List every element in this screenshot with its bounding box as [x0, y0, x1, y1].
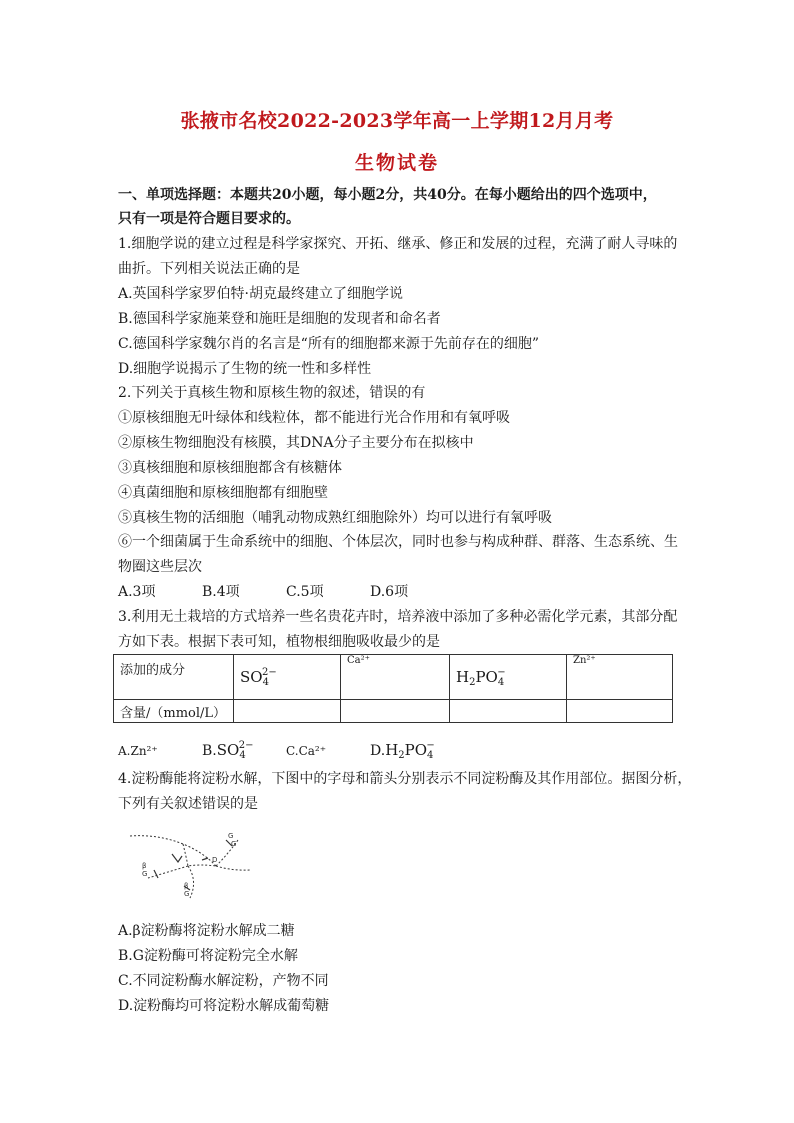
arrow-marker [172, 854, 182, 862]
arrow-marker [154, 870, 158, 878]
q3-option-c: C.Ca²⁺ [286, 744, 327, 758]
label-beta: β [142, 862, 147, 870]
section-heading-line1: 一、单项选择题：本题共20小题，每小题2分，共40分。在每小题给出的四个选项中， [118, 187, 657, 203]
q3-option-a: A.Zn²⁺ [118, 744, 158, 758]
table-cell-so4: $SO_4^{2-}$ [234, 655, 341, 700]
exam-title: 张掖市名校2022-2023学年高一上学期12月月考 [180, 110, 614, 132]
table-cell-empty [567, 700, 673, 723]
q2-option-c: C.5项 [286, 584, 324, 600]
q2-stem: 2.下列关于真核生物和原核生物的叙述，错误的有 [118, 385, 426, 401]
q1-option-b: B.德国科学家施莱登和施旺是细胞的发现者和命名者 [118, 311, 441, 327]
q2-options [118, 583, 408, 601]
q2-statement-5: ⑤真核生物的活细胞（哺乳动物成熟红细胞除外）均可以进行有氧呼吸 [118, 510, 552, 526]
label-beta: β [184, 882, 189, 890]
q2-option-d: D.6项 [370, 584, 409, 600]
q2-statement-4: ④真菌细胞和原核细胞都有细胞壁 [118, 485, 328, 501]
q3-stem-line2: 方如下表。根据下表可知，植物根细胞吸收最少的是 [118, 634, 440, 650]
q4-option-d: D.淀粉酶均可将淀粉水解成葡萄糖 [118, 998, 330, 1014]
q2-statement-6-line2: 物圈这些层次 [118, 559, 202, 575]
q1-option-d: D.细胞学说揭示了生物的统一性和多样性 [118, 361, 372, 377]
arrow-marker [202, 858, 208, 860]
q1-option-c: C.德国科学家魏尔肖的名言是“所有的细胞都来源于先前存在的细胞” [118, 336, 539, 352]
label-g: G [184, 890, 190, 898]
table-header-amount: 含量/（mmol/L） [114, 700, 234, 723]
q3-option-d: D.H2PO4− [370, 740, 435, 761]
label-d: D [212, 856, 218, 864]
q2-statement-6-line1: ⑥一个细菌属于生命系统中的细胞、个体层次，同时也参与构成种群、群落、生态系统、生 [118, 534, 678, 550]
q4-option-c: C.不同淀粉酶水解淀粉，产物不同 [118, 973, 329, 989]
q4-option-b: B.G淀粉酶可将淀粉完全水解 [118, 948, 298, 964]
table-header-component: 添加的成分 [114, 655, 234, 700]
label-g: G [231, 840, 237, 848]
q3-options [118, 737, 435, 765]
table-cell-h2po4: $H_2PO_4^-$ [450, 655, 567, 700]
table-cell-zn: Zn²⁺ [567, 655, 673, 700]
table-cell-empty [234, 700, 341, 723]
starch-enzyme-diagram [128, 826, 258, 906]
table-row-components [114, 655, 673, 700]
table-row-amounts [114, 700, 673, 723]
q2-statement-2: ②原核生物细胞没有核膜，其DNA分子主要分布在拟核中 [118, 435, 474, 451]
label-g: G [228, 832, 234, 840]
table-cell-empty [341, 700, 450, 723]
q4-option-a: A.β淀粉酶将淀粉水解成二糖 [118, 923, 295, 939]
q2-statement-1: ①原核细胞无叶绿体和线粒体，都不能进行光合作用和有氧呼吸 [118, 410, 510, 426]
q2-option-a: A.3项 [118, 584, 156, 600]
q4-stem-line1: 4.淀粉酶能将淀粉水解，下图中的字母和箭头分别表示不同淀粉酶及其作用部位。据图分析， [118, 771, 692, 787]
q1-option-a: A.英国科学家罗伯特·胡克最终建立了细胞学说 [118, 286, 404, 302]
starch-chain [216, 866, 250, 870]
table-cell-empty [450, 700, 567, 723]
table-cell-ca: Ca²⁺ [341, 655, 450, 700]
q4-stem-line2: 下列有关叙述错误的是 [118, 796, 258, 812]
q3-option-b: B.SO42− [202, 740, 254, 761]
label-g: G [142, 870, 148, 878]
q2-option-b: B.4项 [202, 584, 240, 600]
exam-subtitle: 生物试卷 [354, 152, 439, 174]
section-heading-line2: 只有一项是符合题目要求的。 [118, 211, 300, 227]
q1-stem-line2: 曲折。下列相关说法正确的是 [118, 261, 300, 277]
q1-stem-line1: 1.细胞学说的建立过程是科学家探究、开拓、继承、修正和发展的过程，充满了耐人寻味的 [118, 236, 678, 252]
nutrient-table [113, 654, 673, 723]
q3-stem-line1: 3.利用无土栽培的方式培养一些名贵花卉时，培养液中添加了多种必需化学元素，其部分配 [118, 609, 678, 625]
q2-statement-3: ③真核细胞和原核细胞都含有核糖体 [118, 460, 342, 476]
starch-chain [148, 866, 188, 878]
